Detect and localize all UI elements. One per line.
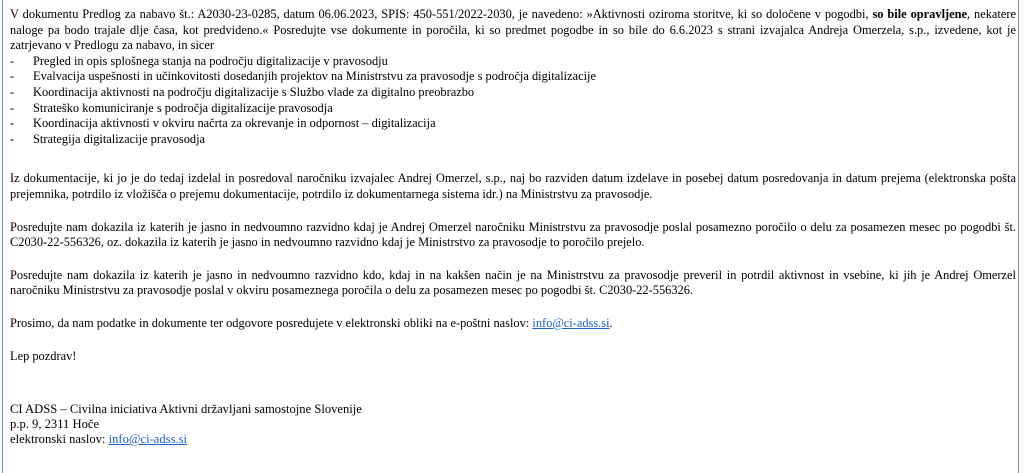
list-item-text: Strateško komuniciranje s področja digitalizacije pravosodja <box>33 100 333 115</box>
list-item <box>10 54 1016 70</box>
list-item <box>10 69 1016 85</box>
bullet-dash: - <box>10 69 15 84</box>
list-item <box>10 116 1016 132</box>
signature-email-label: elektronski naslov: <box>10 432 109 447</box>
list-item-text: Pregled in opis splošnega stanja na področju digitalizacije v pravosodju <box>33 53 388 68</box>
request-paragraph <box>10 316 1016 332</box>
bullet-dash: - <box>10 100 15 115</box>
signature-org: CI ADSS – Civilna iniciativa Aktivni državljani samostojne Slovenije <box>10 402 362 417</box>
intro-text-rest: , nekatere naloge pa bodo trajale dlje časa, kot predvideno.« Posredujte vse dokumente in poročila, ki so predmet pogodbe in so bile do 6.6.2023 s strani izvajalca Andreja Omerzela, s.p., izvedene, kot je zatrjevano v Predlogu za nabavo, in sicer <box>10 7 1016 53</box>
list-item-text: Evalvacija uspešnosti in učinkovitosti dosedanjih projektov na Ministrstvu za pravosodje s področja digitalizacije <box>33 69 596 84</box>
bullet-dash: - <box>10 84 15 99</box>
documentation-paragraph: Iz dokumentacije, ki jo je do tedaj izdelal in posredoval naročniku izvajalec Andrej Omerzel, s.p., naj bo razviden datum izdelave in posebej datum posredovanja in datum prejema (elektronska pošta prejemnika, potrdilo iz vložišča o prejemu dokumentacije, potrdilo iz dokumentarnega sistema idr.) na Ministrstvu za pravosodje. <box>10 171 1016 201</box>
signature-block <box>10 402 1016 447</box>
intro-paragraph <box>10 7 1016 54</box>
list-item <box>10 101 1016 117</box>
list-item-text: Koordinacija aktivnosti v okviru načrta za okrevanje in odpornost – digitalizacija <box>33 116 436 131</box>
proof-when-paragraph: Posredujte nam dokazila iz katerih je jasno in nedvoumno razvidno kdaj je Andrej Omerzel naročniku Ministrstvu za pravosodje poslal posamezno poročilo o delu za posamezen mesec po pogodbi št. C2030-22-556326, oz. dokazila iz katerih je jasno in nedvoumno razvidno kdaj je Ministrstvo za pravosodje to poročilo prejelo. <box>10 219 1016 250</box>
list-item <box>10 85 1016 101</box>
intro-bold: so bile opravljene <box>872 7 968 21</box>
proof-how-paragraph: Posredujte nam dokazila iz katerih je jasno in nedvoumno razvidno kdo, kdaj in na kakšen način je na Ministrstvu za pravosodje preveril in potrdil aktivnost in vsebine, ki jih je Andrej Omerzel naročniku Ministrstvu za pravosodje poslal v okviru posameznega poročila o delu za posamezen mesec po pogodbi št. C2030-22-556326. <box>10 267 1016 298</box>
list-item <box>10 132 1016 148</box>
request-text: Prosimo, da nam podatke in dokumente ter odgovore posredujete v elektronski obliki na e-poštni naslov: <box>10 315 533 330</box>
email-body-frame <box>2 0 1019 473</box>
list-item-text: Koordinacija aktivnosti na področju digitalizacije s Službo vlade za digitalno preobrazbo <box>33 84 475 99</box>
email-content <box>10 7 1016 447</box>
bullet-dash: - <box>10 116 15 131</box>
bullet-dash: - <box>10 131 15 146</box>
signature-address: p.p. 9, 2311 Hoče <box>10 417 100 432</box>
signature-email-link[interactable]: info@ci-adss.si <box>108 432 188 447</box>
activity-list <box>10 54 1016 148</box>
greeting: Lep pozdrav! <box>10 348 77 363</box>
signature-email-line <box>10 432 1016 447</box>
list-item-text: Strategija digitalizacije pravosodja <box>33 131 206 146</box>
intro-text: V dokumentu Predlog za nabavo št.: A2030-23-0285, datum 06.06.2023, SPIS: 450-551/2022-2030, je navedeno: »Aktivnosti oziroma storitve, ki so določene v pogodbi, <box>10 7 873 21</box>
request-end: . <box>609 315 613 330</box>
bullet-dash: - <box>10 53 15 68</box>
request-email-link[interactable]: info@ci-adss.si <box>532 315 610 330</box>
